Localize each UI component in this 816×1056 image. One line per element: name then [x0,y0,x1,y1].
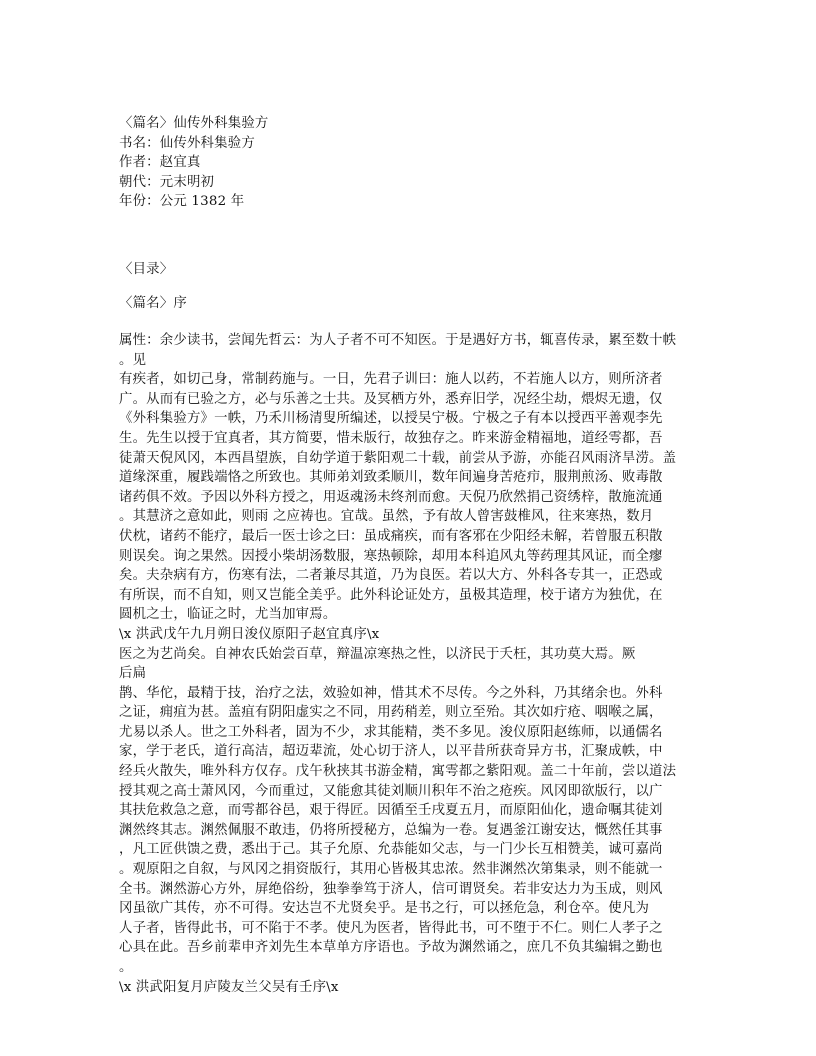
body-line: 《外科集验方》一帙，乃禾川杨清叟所编述，以授吴宁极。宁极之子有本以授西平善观李先 [119,411,663,427]
body-line: 则误矣。询之果然。因授小柴胡汤数服，寒热顿除，却用本科追风丸等药理其风证，而全瘳 [119,548,663,564]
book-name: 书名：仙传外科集验方 [119,135,255,151]
body-line: 广。从而有已验之方，必与乐善之士共。及冥栖方外，悉弃旧学，况经尘劫，煨烬无遗，仅 [119,391,663,407]
body-line: 尤易以杀人。世之工外科者，固为不少，求其能精，类不多见。浚仪原阳赵练师，以通儒名 [119,724,663,740]
body-line: \x 洪武阳复月庐陵友兰父吴有壬序\x [119,979,339,995]
body-line: 属性：余少读书，尝闻先哲云：为人子者不可不知医。于是遇好方书，辄喜传录，累至数十帙 [119,333,677,348]
body-line: 之证，痈疽为甚。盖疽有阴阳虚实之不同，用药稍差，则立至殆。其次如疔疮、咽喉之属， [119,705,663,721]
body-line: 矣。夫杂病有方，伤寒有法，二者兼尽其道，乃为良医。若以大方、外科各专其一，正恐或 [119,568,663,584]
body-line: 圆机之士，临证之时，尤当加审焉。 [119,607,337,623]
body-line: 经兵火散失，唯外科方仅存。戊午秋挟其书游金精，寓雩都之紫阳观。盖二十年前，尝以道法 [119,764,677,780]
body-line: ，凡工匠供馈之费，悉出于己。其子允原、允恭能如父志，与一门少长互相赞美，诚可嘉尚 [119,842,663,858]
body-line: 心具在此。吾乡前辈申齐刘先生本草单方序语也。予故为渊然诵之，庶几不负其编辑之勤也 [119,940,663,956]
preface-body [119,331,699,997]
body-line: 徒萧天倪风冈，本西昌望族，自幼学道于紫阳观二十载，前尝从予游，亦能召风雨济旱涝。盖 [119,450,677,466]
body-line: 。观原阳之自叙，与风冈之捐资版行，其用心皆极其忠浓。然非渊然次第集录，则不能就一 [119,862,663,878]
body-line: 家，学于老氏，道行高洁，超迈辈流，处心切于济人，以平昔所获奇异方书，汇聚成帙，中 [119,744,663,760]
body-line: 诸药俱不效。予因以外科方授之，用返魂汤未终剂而愈。天倪乃欣然捐己资绣梓，散施流通 [119,489,663,505]
section-title: 〈篇名〉序 [119,296,187,311]
body-line: 生。先生以授于宜真者，其方简要，惜未版行，故独存之。昨来游金精福地，道经雩都，吾 [119,430,663,446]
toc-label-block [119,260,699,280]
body-line: 授其观之高士萧风冈，今而重过，又能愈其徒刘顺川积年不治之疮疾。风冈即欲版行，以广 [119,783,663,799]
body-line: \x 洪武戊午九月朔日浚仪原阳子赵宜真序\x [119,626,380,642]
body-line: 伏枕，诸药不能疗，最后一医士诊之曰：虽成痛疾，而有客邪在少阳经未解，若曾服五积散 [119,528,663,544]
body-line: 有所误，而不自知，则又岂能全美乎。此外科论证处方，虽极其造理，校于诸方为独优，在 [119,587,663,603]
body-line: 道缘深重，履践端恪之所致也。其师弟刘致柔顺川，数年间遍身苦疮疖，服荆煎汤、败毒散 [119,470,663,486]
body-line: 冈虽欲广其传，亦不可得。安达岂不尤贤矣乎。是书之行，可以拯危急，利仓卒。使凡为 [119,901,650,917]
body-line: 后扁 [119,666,147,682]
body-line: 其扶危救急之意，而雩都谷邑，艰于得匠。因循至壬戌夏五月，而原阳仙化，遗命嘱其徒刘 [119,803,663,819]
body-line: 有疾者，如切己身，常制药施与。一日，先君子训曰：施人以药，不若施人以方，则所济者 [119,372,663,388]
chapter-title: 〈篇名〉仙传外科集验方 [119,116,269,131]
author-name: 作者：赵宜真 [119,155,201,171]
toc-label: 〈目录〉 [119,262,174,277]
body-line: 。见 [119,352,147,368]
section-label-block [119,294,699,314]
body-line: 全书。渊然游心方外，屏绝俗纷，独拳拳笃于济人，信可谓贤矣。若非安达力为玉成，则风 [119,881,663,897]
dynasty: 朝代：元末明初 [119,174,215,190]
year: 年份：公元 1382 年 [119,194,245,210]
body-line: 鹊、华佗，最精于技，治疗之法，效验如神，惜其术不尽传。今之外科，乃其绪余也。外科 [119,685,663,701]
meta-block [119,114,699,212]
body-line: 渊然终其志。渊然佩服不敢违，仍将所授秘方，总编为一卷。复遇釜江谢安达，慨然任其事 [119,822,663,838]
body-line: 。 [119,960,133,975]
body-line: 。其慧济之意如此，则雨 之应祷也。宜哉。虽然，予有故人曾害鼓椎风，往来寒热，数月 [119,509,654,525]
body-line: 医之为艺尚矣。自神农氏始尝百草，辩温凉寒热之性，以济民于夭枉，其功莫大焉。厥 [119,646,636,662]
body-line: 人子者，皆得此书，可不陷于不孝。使凡为医者，皆得此书，可不堕于不仁。则仁人孝子之 [119,920,663,936]
